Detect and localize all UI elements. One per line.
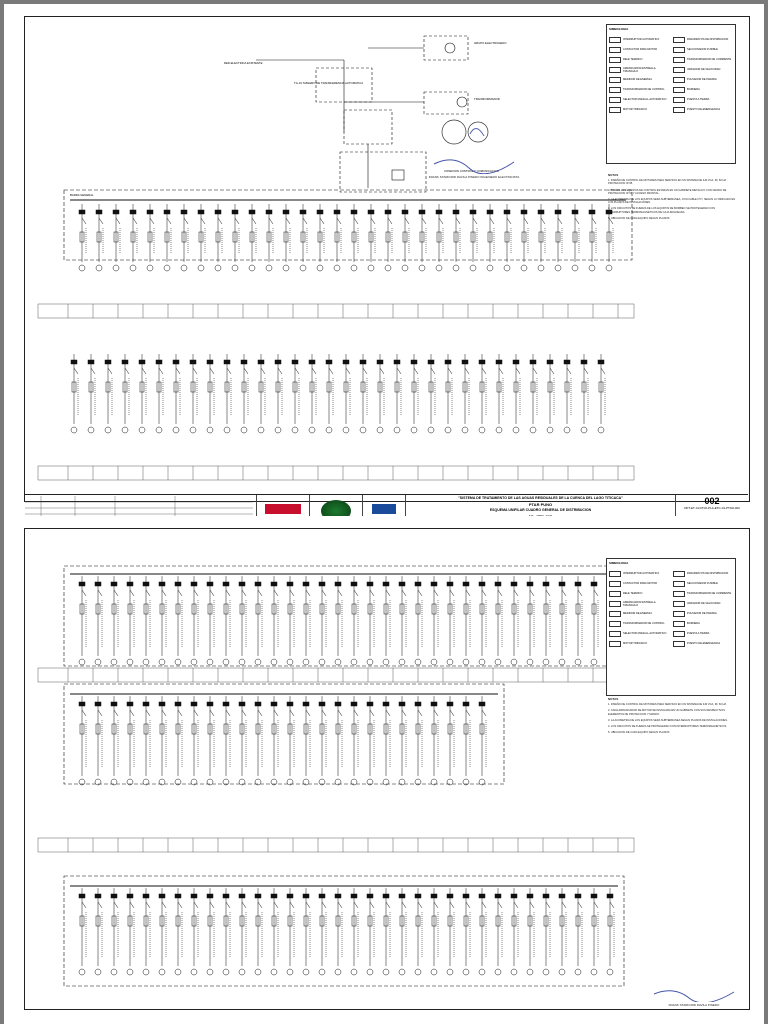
legend-box: [606, 24, 736, 164]
feeder-circuit: [463, 696, 470, 785]
legend-item-label: MEDIDOR DE ENERGIA: [623, 612, 652, 615]
feeder-circuit: [71, 354, 78, 433]
legend-item: [673, 589, 733, 598]
feeder-circuit: [96, 204, 103, 271]
feeder-circuit: [143, 696, 150, 785]
feeder-circuit: [159, 576, 166, 665]
feeder-circuit: [581, 354, 588, 433]
feeder-circuit: [495, 888, 502, 975]
legend-item-label: BORNERA: [687, 622, 700, 625]
feeder-circuit: [317, 204, 324, 271]
feeder-circuit: [589, 204, 596, 271]
legend-item-label: TRANSFORMADOR DE CORRIENTE: [687, 58, 732, 61]
feeder-circuit: [343, 354, 350, 433]
feeder-circuit: [496, 354, 503, 433]
legend-item-label: CONTACTOR PARA MOTOR: [623, 582, 657, 585]
feeder-circuit: [271, 576, 278, 665]
feeder-circuit: [479, 354, 486, 433]
legend-symbol-icon: [609, 631, 621, 637]
feeder-circuit: [127, 576, 134, 665]
legend-symbol-icon: [673, 571, 685, 577]
feeder-circuit: [470, 204, 477, 271]
transformer-label: TRANSFORMADOR: [474, 97, 500, 101]
supply-label: RED ELECTRICA EXISTENTE: [224, 61, 263, 65]
notes-box: [608, 174, 736, 304]
feeder-circuit: [191, 576, 198, 665]
feeder-circuit: [143, 576, 150, 665]
legend-item: [673, 639, 733, 648]
legend-item: [609, 579, 669, 588]
feeder-circuit: [479, 888, 486, 975]
feeder-circuit: [431, 888, 438, 975]
feeder-circuit: [287, 576, 294, 665]
legend-symbol-icon: [609, 611, 621, 617]
legend-item: [673, 569, 733, 578]
feeder-circuit: [127, 888, 134, 975]
legend-item: [673, 35, 733, 44]
comm-note-label: CONEXION CONTROL Y COMUNICACION: [444, 169, 499, 173]
legend-item: [673, 629, 733, 638]
legend-item-label: RELE TERMICO: [623, 592, 643, 595]
feeder-circuit: [402, 204, 409, 271]
legend-item: [609, 589, 669, 598]
feeder-circuit: [300, 204, 307, 271]
feeder-circuit: [598, 354, 605, 433]
feeder-circuit: [513, 354, 520, 433]
feeder-circuit: [419, 204, 426, 271]
legend-symbol-icon: [609, 77, 621, 83]
legend-item-label: ARRANCADOR ESTRELLA-TRIANGULO: [623, 600, 657, 607]
legend-symbol-icon: [673, 67, 685, 73]
feeder-circuit: [303, 888, 310, 975]
feeder-circuit: [538, 204, 545, 271]
feeder-circuit: [527, 576, 534, 665]
feeder-circuit: [511, 576, 518, 665]
feeder-circuit: [224, 354, 231, 433]
legend-item-label: MOTOR TRIFASICO: [623, 642, 647, 645]
feeder-circuit: [287, 888, 294, 975]
feeder-circuit: [266, 204, 273, 271]
legend-list: [607, 567, 735, 650]
legend-symbol-icon: [673, 37, 685, 43]
signature-block: [424, 154, 524, 179]
feeder-circuit: [181, 204, 188, 271]
drawing-sheet-2: [4, 516, 764, 1024]
legend-symbol-icon: [673, 591, 685, 597]
notes-title: NOTAS: [608, 173, 619, 177]
feeder-circuit: [105, 354, 112, 433]
note-paragraph: 4. LOS CIRCUITOS DE FUERZA SE PROTEGERAN CON INTERRUPTORES TERMOMAGNETICOS.: [608, 725, 727, 729]
feeder-circuit: [207, 888, 214, 975]
feeder-circuit: [303, 696, 310, 785]
legend-item-label: SELECTOR MANUAL-AUTOMATICO: [623, 632, 667, 635]
feeder-circuit: [207, 696, 214, 785]
signature-name: FRANK STARFORD DAVILA PINEDO: [668, 1003, 720, 1007]
note-paragraph: 5. UBICACION DE CADA EQUIPO SEGUN PLANOS.: [608, 731, 671, 735]
feeder-circuit: [351, 888, 358, 975]
legend-symbol-icon: [609, 107, 621, 113]
legend-item: [673, 75, 733, 84]
legend-item-label: CONTACTOR PARA MOTOR: [623, 48, 657, 51]
feeder-circuit: [164, 204, 171, 271]
feeder-circuit: [543, 888, 550, 975]
legend-item: [609, 85, 669, 94]
feeder-circuit: [156, 354, 163, 433]
note-paragraph: 3. LA ACOMETIDA DE LOS EQUIPOS SERA SUBTERRANEA SEGUN PLANOS DE INSTALACIONES.: [608, 718, 728, 722]
feeder-circuit: [504, 204, 511, 271]
legend-item-label: PUESTA A TIERRA: [687, 98, 710, 101]
main-board-label: TG-01 TABLERO DE TRANSFERENCIA AUTOMATICA: [294, 81, 364, 85]
feeder-circuit: [555, 204, 562, 271]
legend-symbol-icon: [673, 631, 685, 637]
legend-item-label: ARRANCADOR ESTRELLA-TRIANGULO: [623, 66, 657, 73]
drawing-title: ESQUEMA UNIFILAR CUADRO GENERAL DE DISTRIBUCION: [489, 508, 592, 512]
feeder-circuit: [271, 696, 278, 785]
feeder-circuit: [462, 354, 469, 433]
legend-item-label: RELE TERMICO: [623, 58, 643, 61]
legend-symbol-icon: [673, 97, 685, 103]
legend-item-label: PARARRAYOS DE DISTRIBUCION: [687, 38, 729, 41]
feeder-circuit: [191, 696, 198, 785]
legend-symbol-icon: [609, 67, 621, 73]
note-paragraph: 1. DISEÑO DE CONTROL DE MOTORES PARA SERVICIO EN UN SISTEMA DE 440 VCA, 3F, 60 HZ, PROTECCION IP-55.: [608, 179, 727, 186]
legend-item: [673, 579, 733, 588]
feeder-circuit: [215, 204, 222, 271]
note-paragraph: 3. LA ACOMETIDA DE LOS EQUIPOS SERA SUBTERRANEA, CON CABLE NYY, SEGUN LO INDICADO EN LOS PLANOS DE INSTALACIONES.: [608, 198, 736, 205]
legend-symbol-icon: [673, 641, 685, 647]
feeder-circuit: [415, 888, 422, 975]
legend-symbol-icon: [609, 621, 621, 627]
notes-title: NOTAS: [608, 697, 619, 701]
feeder-circuit: [445, 354, 452, 433]
feeder-circuit: [95, 888, 102, 975]
feeder-circuit: [326, 354, 333, 433]
feeder-circuit: [88, 354, 95, 433]
feeder-circuit: [463, 888, 470, 975]
feeder-circuit: [335, 888, 342, 975]
feeder-circuit: [383, 888, 390, 975]
feeder-circuit: [159, 888, 166, 975]
project-title: "SISTEMA DE TRATAMIENTO DE LAS AGUAS RESIDUALES DE LA CUENCA DEL LAGO TITICACA": [458, 496, 623, 500]
feeder-circuit: [559, 576, 566, 665]
feeder-circuit: [479, 696, 486, 785]
feeder-circuit: [360, 354, 367, 433]
feeder-circuit: [607, 888, 614, 975]
feeder-circuit: [572, 204, 579, 271]
legend-item: [673, 95, 733, 104]
feeder-circuit: [368, 204, 375, 271]
legend-item-label: SECCIONADOR FUSIBLE: [687, 48, 718, 51]
feeder-circuit: [383, 576, 390, 665]
feeder-circuit: [255, 888, 262, 975]
legend-item: [673, 619, 733, 628]
legend-item: [609, 105, 669, 114]
bus-label: BARRA GENERAL: [70, 193, 94, 197]
plant-name: PTAR PUNO: [528, 502, 553, 507]
note-paragraph: 1. DISEÑO DE CONTROL DE MOTORES PARA SERVICIO EN UN SISTEMA DE 440 VCA, 3F, 60 HZ.: [608, 703, 727, 707]
feeder-circuit: [255, 576, 262, 665]
feeder-circuit: [351, 576, 358, 665]
feeder-circuit: [575, 576, 582, 665]
feeder-circuit: [447, 888, 454, 975]
feeder-circuit: [319, 888, 326, 975]
feeder-circuit: [111, 696, 118, 785]
legend-item: [673, 45, 733, 54]
legend-symbol-icon: [673, 601, 685, 607]
legend-item: [609, 75, 669, 84]
feeder-circuit: [575, 888, 582, 975]
feeder-circuit: [241, 354, 248, 433]
feeder-circuit: [223, 696, 230, 785]
feeder-circuit: [207, 354, 214, 433]
feeder-circuit: [111, 888, 118, 975]
feeder-circuit: [564, 354, 571, 433]
feeder-circuit: [95, 576, 102, 665]
legend-item: [673, 599, 733, 608]
legend-item-label: PUESTO DE EMERGENCIA: [687, 108, 721, 111]
legend-symbol-icon: [673, 581, 685, 587]
feeder-circuit: [249, 204, 256, 271]
legend-item: [609, 629, 669, 638]
legend-item-label: TRANSFORMADOR DE CONTROL: [623, 88, 665, 91]
feeder-circuit: [447, 696, 454, 785]
legend-symbol-icon: [673, 77, 685, 83]
feeder-circuit: [394, 354, 401, 433]
feeder-circuit: [239, 888, 246, 975]
legend-item: [673, 105, 733, 114]
feeder-circuit: [591, 888, 598, 975]
legend-item: [609, 639, 669, 648]
legend-item-label: TRANSFORMADOR DE CORRIENTE: [687, 592, 732, 595]
circuit-table: [38, 838, 634, 852]
notes-box: [608, 698, 736, 828]
legend-symbol-icon: [609, 571, 621, 577]
feeder-circuit: [232, 204, 239, 271]
legend-item: [673, 55, 733, 64]
feeder-circuit: [591, 576, 598, 665]
feeder-circuit: [463, 576, 470, 665]
note-paragraph: 4. LOS CIRCUITOS DE FUERZA DE LOS EQUIPOS DE BOMBEO SE PROTEGERAN CON INTERRUPTORES TERMOMAGNETICOS DE CAJA MOLDEADA.: [608, 207, 716, 214]
feeder-circuit: [283, 204, 290, 271]
legend-item: [609, 619, 669, 628]
legend-symbol-icon: [609, 87, 621, 93]
legend-symbol-icon: [673, 621, 685, 627]
feeder-circuit: [198, 204, 205, 271]
feeder-circuit: [411, 354, 418, 433]
feeder-circuit: [147, 204, 154, 271]
feeder-circuit: [159, 696, 166, 785]
legend-symbol-icon: [673, 107, 685, 113]
feeder-circuit: [495, 576, 502, 665]
legend-item-label: PULSADOR DE PARADA: [687, 612, 717, 615]
feeder-circuit: [399, 696, 406, 785]
feeder-circuit: [191, 888, 198, 975]
legend-item: [609, 569, 669, 578]
feeder-circuit: [436, 204, 443, 271]
feeder-circuit: [303, 576, 310, 665]
legend-symbol-icon: [673, 611, 685, 617]
legend-item-label: TRANSFORMADOR DE CONTROL: [623, 622, 665, 625]
feeder-circuit: [239, 696, 246, 785]
feeder-circuit: [95, 696, 102, 785]
feeder-circuit: [258, 354, 265, 433]
feeder-circuit: [175, 888, 182, 975]
feeder-circuit: [547, 354, 554, 433]
legend-item-label: INTERRUPTOR AUTOMATICO: [623, 572, 660, 575]
legend-symbol-icon: [673, 87, 685, 93]
feeder-circuit: [127, 696, 134, 785]
note-paragraph: 2. CADA ARRANCADOR DE MOTOR SE INSTALARA EN UN GABINETE CON SUS RESPECTIVOS ELEMENTOS DE PROTECCION Y MANDO.: [608, 709, 725, 716]
legend-title: SIMBOLOGIA: [609, 27, 629, 31]
feeder-circuit: [113, 204, 120, 271]
feeder-circuit: [143, 888, 150, 975]
engineer-seal: [434, 114, 494, 155]
feeder-circuit: [175, 696, 182, 785]
feeder-circuit: [487, 204, 494, 271]
legend-item-label: MEDIDOR DE ENERGIA: [623, 78, 652, 81]
feeder-circuit: [383, 696, 390, 785]
legend-item: [609, 35, 669, 44]
legend-item-label: SELECTOR MANUAL-AUTOMATICO: [623, 98, 667, 101]
feeder-circuit: [309, 354, 316, 433]
note-paragraph: 5. UBICACION DE CADA EQUIPO SEGUN PLANOS.: [608, 216, 671, 220]
feeder-circuit: [79, 696, 86, 785]
note-paragraph: 2. TODOS LOS EQUIPOS DE CONTROL ESTARAN EN UN GABINETE METALICO CON GRADO DE PROTECCION IP-54 Y ACCESO FRONTAL.: [608, 188, 727, 195]
legend-item-label: VARIADOR DE VELOCIDAD: [687, 602, 721, 605]
feeder-circuit: [415, 696, 422, 785]
legend-symbol-icon: [609, 57, 621, 63]
feeder-circuit: [79, 576, 86, 665]
feeder-circuit: [271, 888, 278, 975]
feeder-circuit: [559, 888, 566, 975]
feeder-circuit: [431, 696, 438, 785]
legend-symbol-icon: [609, 641, 621, 647]
legend-symbol-icon: [609, 47, 621, 53]
feeder-circuit: [415, 576, 422, 665]
feeder-circuit: [223, 576, 230, 665]
feeder-circuit: [190, 354, 197, 433]
feeder-circuit: [367, 576, 374, 665]
feeder-circuit: [207, 576, 214, 665]
legend-item-label: INTERRUPTOR AUTOMATICO: [623, 38, 660, 41]
feeder-circuit: [175, 576, 182, 665]
legend-symbol-icon: [609, 591, 621, 597]
feeder-circuit: [377, 354, 384, 433]
legend-item-label: PUESTO DE EMERGENCIA: [687, 642, 721, 645]
feeder-circuit: [428, 354, 435, 433]
sheet-number: 002: [704, 496, 720, 506]
feeder-circuit: [319, 576, 326, 665]
drawing-code: DPT-ET-C2-PNO-PLA-ETC-01-PTAR-002: [684, 506, 740, 510]
legend-item: [609, 65, 669, 74]
feeder-circuit: [275, 354, 282, 433]
feeder-circuit: [335, 696, 342, 785]
feeder-circuit: [111, 576, 118, 665]
legend-item-label: PUESTA A TIERRA: [687, 632, 710, 635]
feeder-circuit: [223, 888, 230, 975]
legend-item-label: BORNERA: [687, 88, 700, 91]
feeder-circuit: [367, 888, 374, 975]
feeder-circuit: [351, 204, 358, 271]
feeder-circuit: [453, 204, 460, 271]
circuit-table: [38, 304, 634, 318]
feeder-circuit: [255, 696, 262, 785]
legend-box: [606, 558, 736, 696]
feeder-circuit: [543, 576, 550, 665]
legend-item-label: SECCIONADOR FUSIBLE: [687, 582, 718, 585]
legend-symbol-icon: [609, 97, 621, 103]
legend-item: [673, 609, 733, 618]
feeder-circuit: [521, 204, 528, 271]
generator-label: GRUPO ELECTROGENO: [474, 41, 507, 45]
feeder-circuit: [239, 576, 246, 665]
legend-item: [673, 65, 733, 74]
feeder-circuit: [335, 576, 342, 665]
feeder-circuit: [479, 576, 486, 665]
feeder-circuit: [334, 204, 341, 271]
legend-symbol-icon: [609, 581, 621, 587]
legend-item: [609, 95, 669, 104]
legend-item: [609, 45, 669, 54]
feeder-circuit: [511, 888, 518, 975]
feeder-circuit: [530, 354, 537, 433]
legend-item: [673, 85, 733, 94]
feeder-circuit: [139, 354, 146, 433]
feeder-circuit: [385, 204, 392, 271]
feeder-circuit: [292, 354, 299, 433]
feeder-circuit: [367, 696, 374, 785]
feeder-circuit: [122, 354, 129, 433]
legend-item-label: PULSADOR DE PARADA: [687, 78, 717, 81]
legend-symbol-icon: [673, 47, 685, 53]
feeder-circuit: [447, 576, 454, 665]
feeder-circuit: [173, 354, 180, 433]
feeder-circuit: [130, 204, 137, 271]
legend-title: SIMBOLOGIA: [609, 561, 629, 565]
legend-item: [609, 55, 669, 64]
feeder-circuit: [319, 696, 326, 785]
legend-symbol-icon: [609, 37, 621, 43]
legend-item: [609, 599, 669, 608]
circuit-table: [38, 466, 634, 480]
feeder-circuit: [79, 204, 86, 271]
drawing-sheet-1: [4, 4, 764, 516]
feeder-circuit: [527, 888, 534, 975]
legend-symbol-icon: [609, 601, 621, 607]
feeder-circuit: [287, 696, 294, 785]
legend-list: [607, 33, 735, 116]
feeder-circuit: [431, 576, 438, 665]
feeder-circuit: [79, 888, 86, 975]
signature-name: FRANK STARFORD DAVILA PINEDO INGENIERO ELECTRICISTA: [428, 175, 520, 179]
signature-block: [644, 986, 744, 1007]
legend-item-label: MOTOR TRIFASICO: [623, 108, 647, 111]
feeder-circuit: [399, 576, 406, 665]
feeder-circuit: [399, 888, 406, 975]
feeder-circuit: [351, 696, 358, 785]
legend-item: [609, 609, 669, 618]
legend-item-label: PARARRAYOS DE DISTRIBUCION: [687, 572, 729, 575]
legend-symbol-icon: [673, 57, 685, 63]
circuit-table: [38, 668, 634, 682]
legend-item-label: VARIADOR DE VELOCIDAD: [687, 68, 721, 71]
